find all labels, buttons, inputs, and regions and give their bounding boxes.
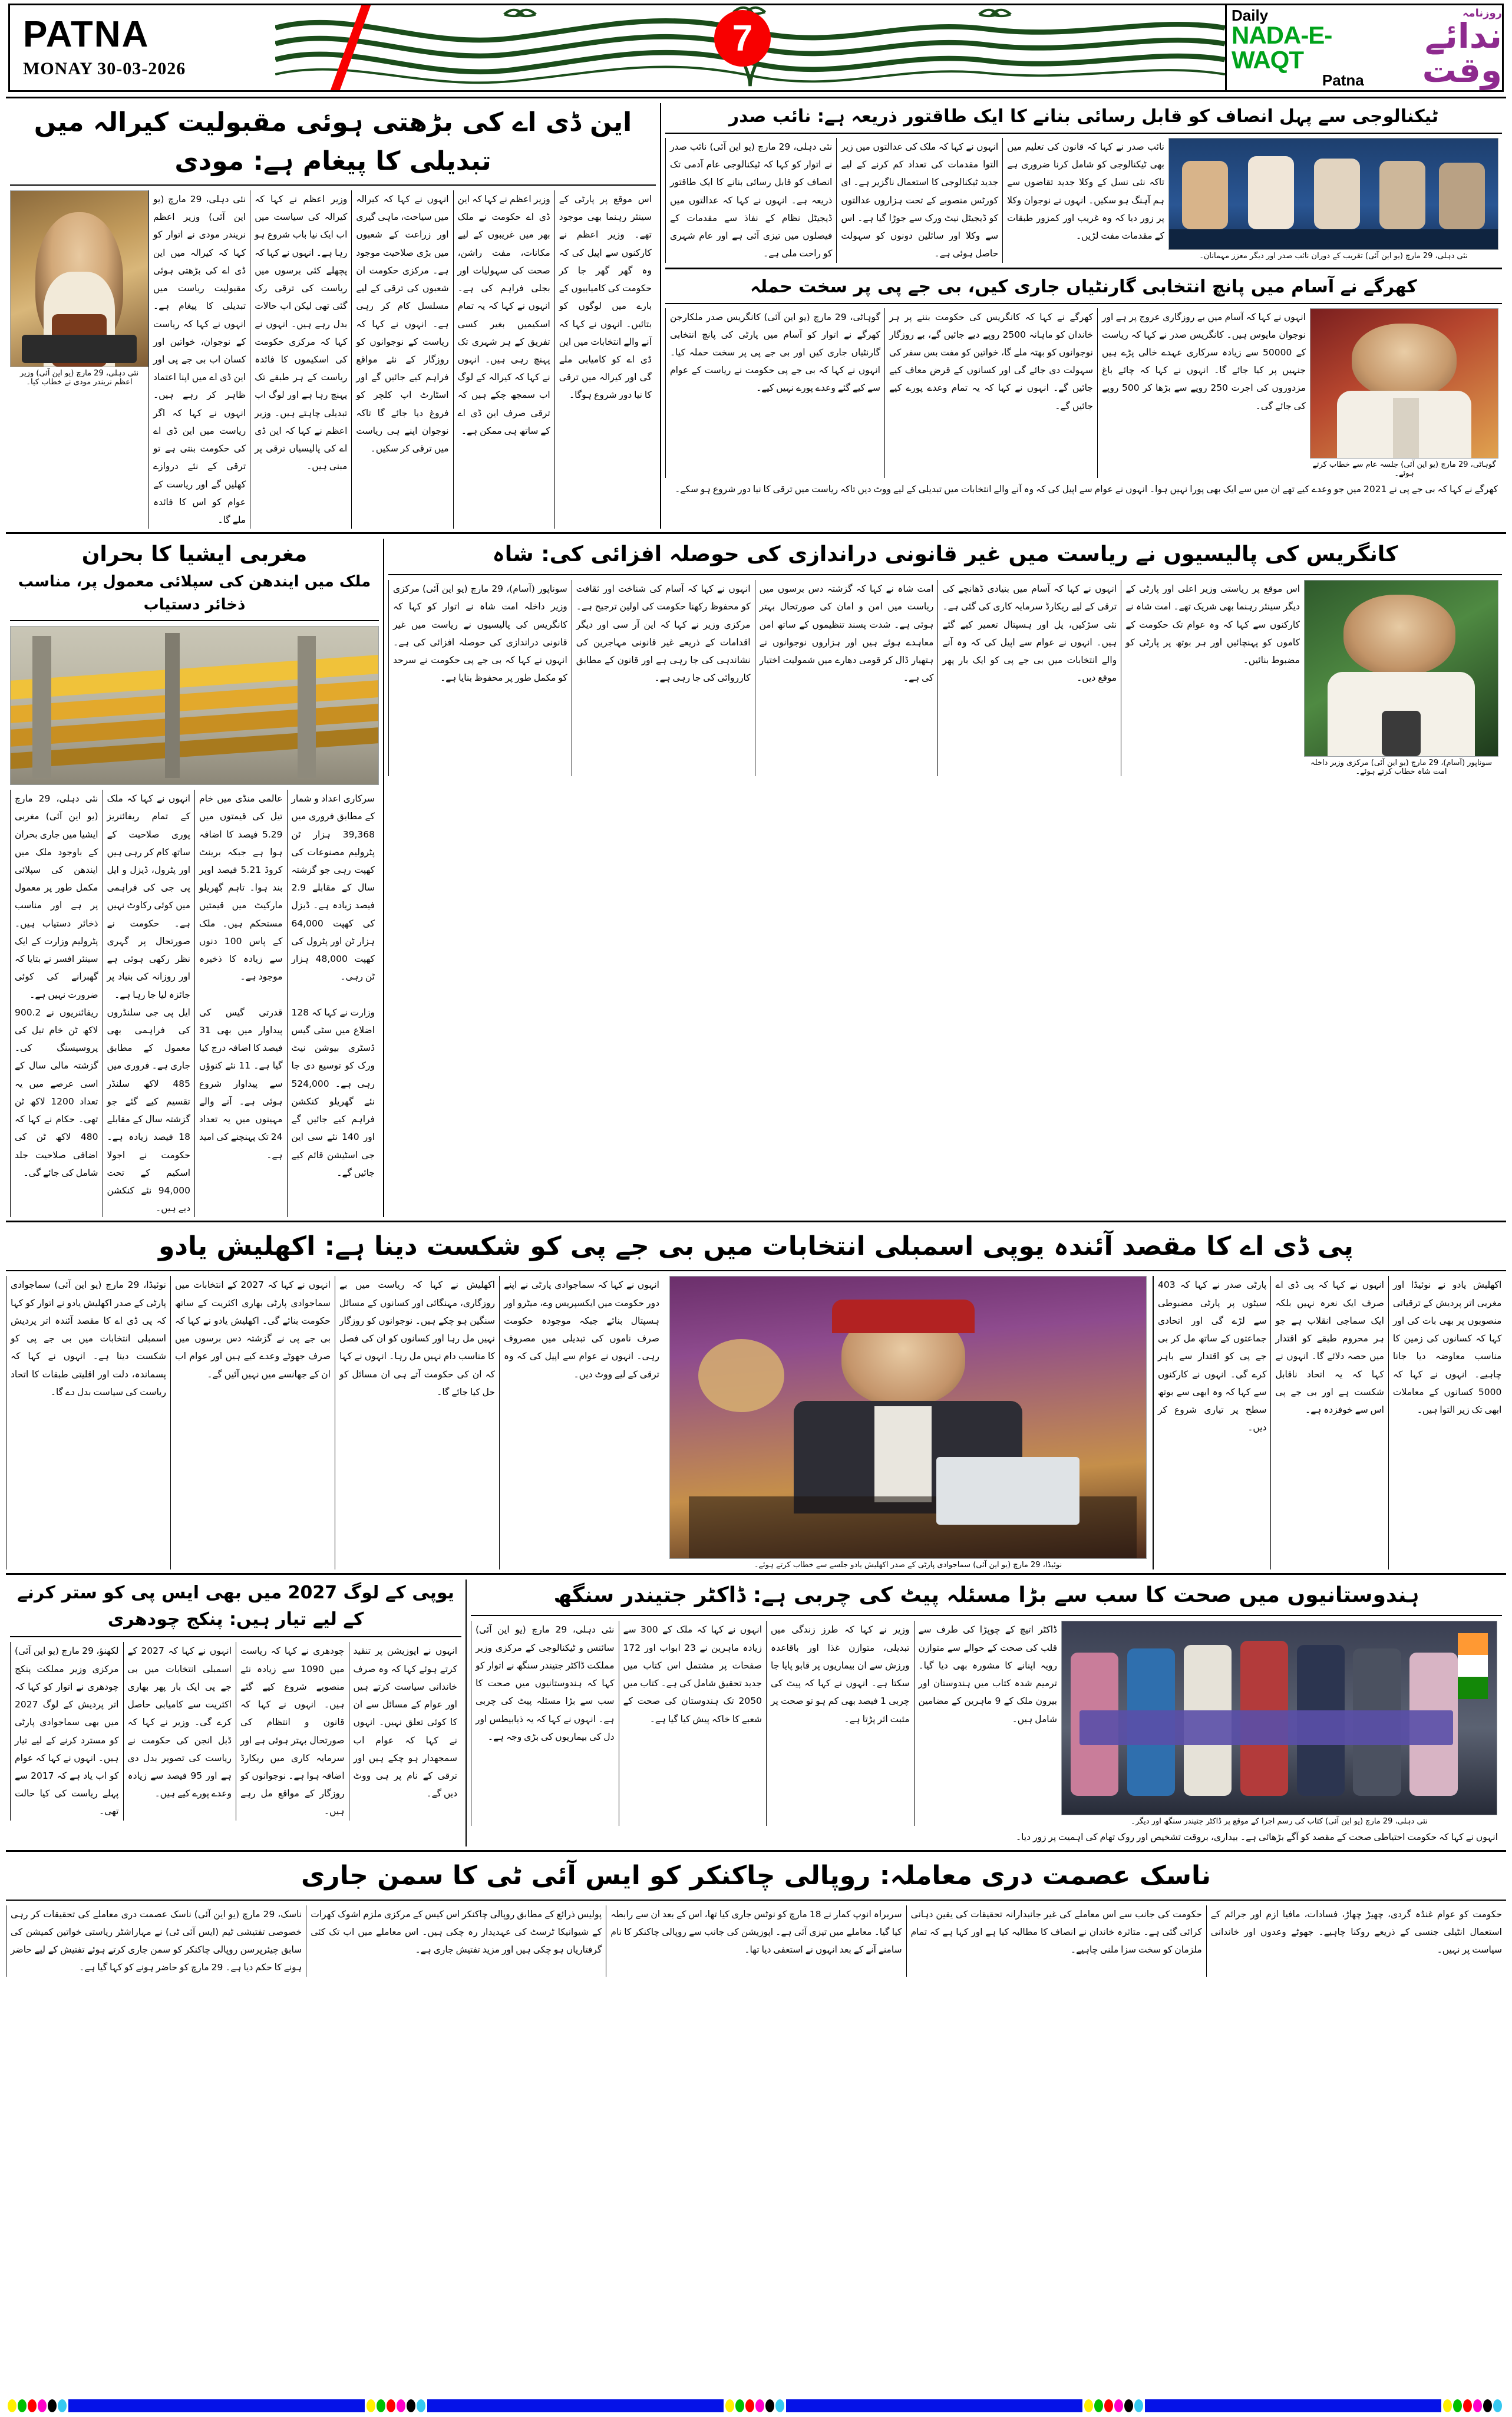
akhilesh-col-r2: انہوں نے کہا کہ پی ڈی اے صرف ایک نعرہ نہیں بلکہ ایک سماجی انقلاب ہے جو ہر محروم طبقے کو اقتدار میں حصہ دلائے گا۔ انہوں نے کہا کہ یہ اتحاد ناقابل شکست ہے اور بی جے پی اس سے خوفزدہ ہے۔ bbox=[1270, 1276, 1388, 1569]
reg-dot-cyan bbox=[1493, 2399, 1502, 2412]
shah-col-2: انہوں نے کہا کہ آسام کی شناخت اور ثقافت کو محفوظ رکھنا حکومت کی اولین ترجیح ہے۔ مرکزی وزیر نے کہا کہ این آر سی اور دیگر اقدامات کے ذریعے غیر قانونی مہاجرین کی نشاندہی کی جا رہی ہے اور قانون کے مطابق کارروائی کی جا رہی ہے۔ bbox=[572, 580, 755, 776]
section-middle bbox=[6, 532, 1506, 1217]
reg-dot-green bbox=[1453, 2399, 1462, 2412]
akhilesh-col-l2: انہوں نے کہا کہ 2027 کے انتخابات میں سماجوادی پارٹی بھاری اکثریت کے ساتھ حکومت بنائے گی۔ اکھلیش یادو نے کہا کہ بی جے پی نے گزشتہ دس برسوں میں صرف جھوٹے وعدے کیے ہیں اور عوام اب ان کے جھانسے میں نہیں آئیں گے۔ bbox=[170, 1276, 335, 1569]
shah-photo bbox=[1304, 580, 1498, 757]
modi-col-2: وزیر اعظم نے کہا کہ کیرالہ کی سیاست میں اب ایک نیا باب شروع ہو رہا ہے۔ انہوں نے کہا کہ پچھلے کئی برسوں میں ریاست کی ترقی رک گئی تھی لیکن اب حالات بدل رہے ہیں۔ انہوں نے کہا کہ مرکزی حکومت کی اسکیموں کا فائدہ ریاست کے ہر طبقے تک پہنچ رہا ہے اور لوگ اب تبدیلی چاہتے ہیں۔ وزیر اعظم نے کہا کہ این ڈی اے کی پالیسیاں ترقی پر مبنی ہیں۔ bbox=[250, 190, 351, 529]
section-lower bbox=[6, 1573, 1506, 1846]
shah-photo-block bbox=[1304, 580, 1498, 776]
page-number-badge: 7 bbox=[714, 10, 771, 67]
article-akhilesh bbox=[6, 1221, 1506, 1569]
modi-headline: این ڈی اے کی بڑھتی ہوئی مقبولیت کیرالہ میں تبدیلی کا پیغام ہے: مودی bbox=[10, 103, 656, 186]
article-vice-president bbox=[665, 103, 1502, 263]
health-col-2: انہوں نے کہا کہ ملک کے 300 سے زیادہ ماہرین نے 23 ابواب اور 172 صفحات پر مشتمل اس کتاب میں جدید تحقیق شامل کی ہے۔ کتاب میں 2050 تک ہندوستان کی صحت کے شعبے کا خاکہ پیش کیا گیا ہے۔ bbox=[619, 1621, 767, 1826]
logo-paper-name: NADA-E-WAQT bbox=[1232, 21, 1332, 74]
reg-dot-cyan bbox=[1134, 2399, 1143, 2412]
article-nashik bbox=[6, 1850, 1506, 1977]
reg-dot-yellow bbox=[1084, 2399, 1093, 2412]
akhilesh-photo bbox=[669, 1276, 1147, 1559]
vp-photo-block bbox=[1168, 138, 1498, 263]
nashik-col-2: پولیس ذرائع کے مطابق روپالی چاکنکر اس کیس کے مرکزی ملزم اشوک کھرات کے شیوانیکا ٹرسٹ کی عہدیدار رہ چکی ہیں۔ اس معاملے میں اب تک کئی گرفتاریاں ہو چکی ہیں اور مزید تفتیش جاری ہے۔ bbox=[306, 1905, 606, 1977]
assam-photo-block bbox=[1310, 308, 1498, 478]
reg-dot-magenta bbox=[397, 2399, 405, 2412]
shah-photo-caption: سوناپور (آسام)، 29 مارچ (یو این آئی) مرکزی وزیر داخلہ امت شاہ خطاب کرتے ہوئے۔ bbox=[1310, 759, 1493, 777]
nashik-col-5: حکومت کو عوام غنڈہ گردی، چھیڑ چھاڑ، فسادات، مافیا ازم اور جرائم کے استعمال انٹیلی جنسی کے ذریعے روکنا چاہیے۔ جھوٹے وعدوں اور خاندانی سیاست پر نہیں۔ bbox=[1206, 1905, 1506, 1977]
assam-photo bbox=[1310, 308, 1498, 459]
reg-dot-red bbox=[387, 2399, 395, 2412]
health-col-3: وزیر نے کہا کہ طرز زندگی میں تبدیلی، متوازن غذا اور باقاعدہ ورزش سے ان بیماریوں پر قابو پایا جا سکتا ہے۔ انہوں نے کہا کہ پیٹ کی چربی 1 فیصد بھی کم ہو تو صحت پر مثبت اثر پڑتا ہے۔ bbox=[766, 1621, 914, 1826]
masthead-logo-english bbox=[1232, 8, 1364, 88]
footer-blue-bar bbox=[427, 2399, 724, 2412]
assam-photo-caption: گوہاٹی، 29 مارچ (یو این آئی) جلسہ عام سے خطاب کرتے ہوئے۔ bbox=[1312, 460, 1496, 478]
akhilesh-right-columns bbox=[1153, 1276, 1506, 1569]
assam-headline: کھرگے نے آسام میں پانچ انتخابی گارنٹیاں جاری کیں، بی جے پی پر سخت حملہ bbox=[665, 273, 1502, 304]
article-assam-bjp bbox=[665, 268, 1502, 498]
vp-col-2: انہوں نے کہا کہ ملک کی عدالتوں میں زیر التوا مقدمات کی تعداد کم کرنے کے لیے جدید ٹیکنالوجی کا استعمال ناگزیر ہے۔ ای کورٹس منصوبے کے تحت ہزاروں عدالتوں کو ڈیجیٹل نیٹ ورک سے جوڑا گیا ہے۔ اس سے وکلا اور سائلین دونوں کو سہولت حاصل ہوئی ہے۔ bbox=[836, 138, 1002, 263]
logo-urdu-name bbox=[1372, 7, 1502, 90]
vp-photo bbox=[1168, 138, 1498, 250]
masthead-logo bbox=[1225, 5, 1502, 90]
akhilesh-col-r1: پارٹی صدر نے کہا کہ 403 سیٹوں پر پارٹی مضبوطی سے لڑے گی اور اتحادی جماعتوں کے ساتھ مل کر بی جے پی کو اقتدار سے باہر کرے گی۔ انہوں نے کارکنوں سے کہا کہ وہ ابھی سے بوتھ سطح پر تیاری شروع کر دیں۔ bbox=[1153, 1276, 1270, 1569]
reg-dot-red bbox=[745, 2399, 754, 2412]
article-modi bbox=[6, 103, 660, 529]
health-col-5: انہوں نے کہا کہ حکومت احتیاطی صحت کے مقصد کو آگے بڑھائی ہے۔ بیداری، بروقت تشخیص اور روک تھام کی اہمیت پر زور دیا۔ bbox=[1016, 1832, 1498, 1843]
nashik-headline: ناسک عصمت دری معاملہ: روپالی چاکنکر کو ایس آئی ٹی کا سمن جاری bbox=[6, 1857, 1506, 1901]
energy-col-8: وزارت نے کہا کہ 128 اضلاع میں سٹی گیس ڈسٹری بیوشن نیٹ ورک کو توسیع دی جا رہی ہے۔ 524,000 نئے گھریلو کنکشن فراہم کیے جائیں گے اور 140 نئے سی این جی اسٹیشن قائم کیے جائیں گے۔ bbox=[287, 1004, 379, 1218]
shah-col-4: انہوں نے کہا کہ آسام میں بنیادی ڈھانچے کی ترقی کے لیے ریکارڈ سرمایہ کاری کی گئی ہے۔ نئی سڑکیں، پل اور ہسپتال تعمیر کیے گئے ہیں۔ انہوں نے عوام سے اپیل کی کہ وہ آنے والے انتخابات میں بی جے پی کو ایک بار پھر موقع دیں۔ bbox=[937, 580, 1121, 776]
article-health bbox=[466, 1580, 1506, 1846]
reg-dot-magenta bbox=[1473, 2399, 1482, 2412]
modi-photo-caption: نئی دہلی، 29 مارچ (یو این آئی) وزیر اعظم نریندر مودی نے خطاب کیا۔ bbox=[19, 369, 139, 387]
reg-dot-green bbox=[735, 2399, 744, 2412]
footer-blue-bar bbox=[68, 2399, 365, 2412]
article-energy bbox=[6, 539, 383, 1217]
reg-dot-red bbox=[1463, 2399, 1472, 2412]
footer-blue-bar bbox=[786, 2399, 1082, 2412]
reg-dot-magenta bbox=[38, 2399, 47, 2412]
footer-color-dots bbox=[1441, 2399, 1504, 2412]
masthead-city: PATNA bbox=[23, 14, 150, 55]
masthead-city-block bbox=[10, 5, 275, 90]
reg-dot-red bbox=[28, 2399, 37, 2412]
section-top bbox=[6, 97, 1506, 529]
newspaper-page bbox=[0, 4, 1512, 2417]
chaudhary-col-2: انہوں نے کہا کہ 2027 کے اسمبلی انتخابات میں بی جے پی ایک بار پھر بھاری اکثریت سے کامیابی حاصل کرے گی۔ وزیر نے کہا کہ ڈبل انجن کی حکومت نے ریاست کی تصویر بدل دی ہے اور 95 فیصد سے زیادہ وعدے پورے کیے ہیں۔ bbox=[123, 1642, 236, 1820]
reg-dot-cyan bbox=[775, 2399, 784, 2412]
reg-dot-yellow bbox=[8, 2399, 16, 2412]
modi-col-3: انہوں نے کہا کہ کیرالہ میں سیاحت، ماہی گیری اور زراعت کے شعبوں میں بڑی صلاحیت موجود ہے۔ مرکزی حکومت ان شعبوں کی ترقی کے لیے مسلسل کام کر رہی ہے۔ انہوں نے کہا کہ ریاست کے نوجوانوں کو روزگار کے نئے مواقع فراہم کیے جائیں گے اور اسٹارٹ اپ کلچر کو فروغ دیا جائے گا تاکہ نوجوان اپنے ہی ریاست میں ترقی کر سکیں۔ bbox=[351, 190, 453, 529]
nashik-col-3: سربراہ انوپ کمار نے 18 مارچ کو نوٹس جاری کیا تھا، اس کے بعد ان سے رابطہ کیا گیا۔ معاملے میں تیزی آئی ہے۔ اپوزیشن کی جانب سے روپالی چاکنکر کا نام سامنے آنے کے بعد انہوں نے استعفی دیا تھا۔ bbox=[606, 1905, 906, 1977]
assam-col-1: گوہاٹی، 29 مارچ (یو این آئی) کانگریس صدر ملکارجن کھرگے نے اتوار کو آسام میں پارٹی کی پانچ انتخابی گارنٹیاں جاری کیں اور بی جے پی پر سخت حملہ کیا۔ انہوں نے کہا کہ بی جے پی حکومت نے ریاست کے عوام سے کیے گئے وعدے پورے نہیں کیے۔ bbox=[665, 308, 884, 478]
article-shah bbox=[383, 539, 1506, 1217]
shah-col-1: سوناپور (آسام)، 29 مارچ (یو این آئی) مرکزی وزیر داخلہ امت شاہ نے اتوار کو کہا کہ کانگریس کی پالیسیوں نے ریاست میں غیر قانونی دراندازی کی حوصلہ افزائی کی ہے۔ انہوں نے کہا کہ بی جے پی حکومت نے سرحد کو مکمل طور پر محفوظ بنایا ہے۔ bbox=[388, 580, 572, 776]
energy-col-5: ریفائنریوں نے 900.2 لاکھ ٹن خام تیل کی پروسیسنگ کی۔ گزشتہ مالی سال کے اسی عرصے میں یہ تعداد 1200 لاکھ ٹن تھی۔ حکام نے کہا کہ 480 لاکھ ٹن کی اضافی صلاحیت جلد شامل کی جائے گی۔ bbox=[10, 1004, 103, 1218]
reg-dot-magenta bbox=[1114, 2399, 1123, 2412]
chaudhary-col-4: انہوں نے اپوزیشن پر تنقید کرتے ہوئے کہا کہ وہ صرف خاندانی سیاست کرتے ہیں اور عوام کے مسائل سے ان کا کوئی تعلق نہیں۔ انہوں نے کہا کہ عوام اب سمجھدار ہو چکے ہیں اور ترقی کے نام پر ہی ووٹ دیں گے۔ bbox=[349, 1642, 462, 1820]
reg-dot-green bbox=[18, 2399, 27, 2412]
energy-col-2: انہوں نے کہا کہ ملک کے تمام ریفائنریز پوری صلاحیت کے ساتھ کام کر رہی ہیں اور پٹرول، ڈیزل و ایل پی جی کی فراہمی میں کوئی رکاوٹ نہیں ہے۔ حکومت نے صورتحال پر گہری نظر رکھی ہوئی ہے اور روزانہ کی بنیاد پر جائزہ لیا جا رہا ہے۔ bbox=[103, 790, 195, 1004]
akhilesh-col-l1: نوئیڈا، 29 مارچ (یو این آئی) سماجوادی پارٹی کے صدر اکھلیش یادو نے اتوار کو کہا کہ پی ڈی اے کا مقصد آئندہ اتر پردیش اسمبلی انتخابات میں بی جے پی کو شکست دینا ہے۔ انہوں نے کہا کہ پسماندہ، دلت اور اقلیتی طبقات کا اتحاد ریاست کی سیاست بدل دے گا۔ bbox=[6, 1276, 170, 1569]
nashik-col-1: ناسک، 29 مارچ (یو این آئی) ناسک عصمت دری معاملے کی تحقیقات کر رہی خصوصی تفتیشی ٹیم (ایس آئی ٹی) نے مہاراشٹر ریاستی خواتین کمیشن کی سابق چیئرپرسن روپالی چاکنکر کو سمن جاری کرتے ہوئے تفتیش کے لیے حاضر ہونے کا حکم دیا ہے۔ 29 مارچ کو حاضر ہونے کو کہا گیا ہے۔ bbox=[6, 1905, 306, 1977]
energy-photo bbox=[10, 626, 379, 785]
footer-segment bbox=[1441, 2399, 1506, 2412]
footer-color-dots bbox=[1082, 2399, 1145, 2412]
masthead-date: MONAY 30-03-2026 bbox=[23, 59, 186, 78]
footer-segment bbox=[724, 2399, 1082, 2412]
modi-col-5: اس موقع پر پارٹی کے سینئر رہنما بھی موجود تھے۔ وزیر اعظم نے کارکنوں سے اپیل کی کہ وہ گھر گھر جا کر حکومت کی کامیابیوں کے بارے میں لوگوں کو بتائیں۔ انہوں نے کہا کہ آنے والے انتخابات میں این ڈی اے کو کامیابی ملے گی اور کیرالہ میں ترقی کا نیا دور شروع ہوگا۔ bbox=[554, 190, 656, 529]
reg-dot-black bbox=[765, 2399, 774, 2412]
shah-col-3: امت شاہ نے کہا کہ گزشتہ دس برسوں میں ریاست میں امن و امان کی صورتحال بہتر ہوئی ہے۔ شدت پسند تنظیموں کے ساتھ امن معاہدے ہوئے ہیں اور ہزاروں نوجوانوں نے ہتھیار ڈال کر قومی دھارے میں شمولیت اختیار کی ہے۔ bbox=[755, 580, 938, 776]
reg-dot-yellow bbox=[1443, 2399, 1452, 2412]
akhilesh-col-l4: انہوں نے کہا کہ سماجوادی پارٹی نے اپنے دور حکومت میں ایکسپریس وے، میٹرو اور ہسپتال بنائے جبکہ موجودہ حکومت صرف ناموں کی تبدیلی میں مصروف رہی۔ انہوں نے عوام سے اپیل کی کہ وہ ترقی کے لیے ووٹ دیں۔ bbox=[499, 1276, 663, 1569]
energy-col-6: ایل پی جی سلنڈروں کی فراہمی بھی معمول کے مطابق جاری ہے۔ فروری میں 485 لاکھ سلنڈر تقسیم کیے گئے جو گزشتہ سال کے مقابلے 18 فیصد زیادہ ہے۔ حکومت نے اجولا اسکیم کے تحت 94,000 نئے کنکشن دیے ہیں۔ bbox=[103, 1004, 195, 1218]
reg-dot-green bbox=[377, 2399, 385, 2412]
akhilesh-headline: پی ڈی اے کا مقصد آئندہ یوپی اسمبلی انتخابات میں بی جے پی کو شکست دینا ہے: اکھلیش یادو bbox=[6, 1227, 1506, 1271]
footer-color-dots bbox=[365, 2399, 427, 2412]
masthead bbox=[8, 4, 1504, 92]
chaudhary-col-1: لکھنؤ، 29 مارچ (یو این آئی) مرکزی وزیر مملکت پنکج چودھری نے اتوار کو کہا کہ اتر پردیش کے لوگ 2027 میں بھی سماجوادی پارٹی کو مسترد کرنے کے لیے تیار ہیں۔ انہوں نے کہا کہ عوام کو اب یاد ہے کہ 2017 سے پہلے ریاست کی کیا حالت تھی۔ bbox=[10, 1642, 123, 1820]
health-headline: ہندوستانیوں میں صحت کا سب سے بڑا مسئلہ پیٹ کی چربی ہے: ڈاکٹر جتیندر سنگھ bbox=[471, 1580, 1502, 1616]
footer-segment bbox=[365, 2399, 724, 2412]
assam-col-3: انہوں نے کہا کہ آسام میں بے روزگاری عروج پر ہے اور نوجوان مایوس ہیں۔ کانگریس صدر نے کہا کہ ریاست کے 50000 سے زیادہ سرکاری عہدے خالی پڑے ہیں جنہیں پر کیا جائے گا۔ انہوں نے کہا کہ چائے باغ مزدوروں کی اجرت 250 روپے سے بڑھا کر 500 روپے کی جائے گی۔ bbox=[1097, 308, 1310, 478]
shah-col-5: اس موقع پر ریاستی وزیر اعلی اور پارٹی کے دیگر سینئر رہنما بھی شریک تھے۔ امت شاہ نے کارکنوں سے کہا کہ وہ عوام تک حکومت کے کاموں کو پہنچائیں اور ہر بوتھ پر پارٹی کو مضبوط بنائیں۔ bbox=[1121, 580, 1304, 776]
reg-dot-cyan bbox=[417, 2399, 425, 2412]
modi-photo bbox=[10, 190, 148, 367]
modi-photo-block bbox=[10, 190, 148, 529]
energy-col-3: عالمی منڈی میں خام تیل کی قیمتوں میں 5.29 فیصد کا اضافہ ہوا ہے جبکہ برینٹ کروڈ 5.21 فیصد اوپر بند ہوا۔ تاہم گھریلو مارکیٹ میں قیمتیں مستحکم ہیں۔ ملک کے پاس 100 دنوں سے زیادہ کا ذخیرہ موجود ہے۔ bbox=[194, 790, 287, 1004]
health-photo bbox=[1061, 1621, 1497, 1815]
column-right-top bbox=[660, 103, 1506, 529]
health-photo-caption: نئی دہلی، 29 مارچ (یو این آئی) کتاب کی رسم اجرا کے موقع پر ڈاکٹر جتیندر سنگھ اور دیگر۔ bbox=[1131, 1817, 1428, 1826]
vp-photo-caption: نئی دہلی، 29 مارچ (یو این آئی) تقریب کے دوران نائب صدر اور دیگر معزز مہمانان۔ bbox=[1199, 252, 1468, 261]
logo-place: Patna bbox=[1322, 71, 1364, 89]
footer-color-dots bbox=[724, 2399, 786, 2412]
nashik-col-4: حکومت کی جانب سے اس معاملے کی غیر جانبدارانہ تحقیقات کی یقین دہانی کرائی گئی ہے۔ متاثرہ خاندان نے انصاف کا مطالبہ کیا ہے اور کہا ہے کہ تمام ملزمان کو سخت سزا ملنی چاہیے۔ bbox=[906, 1905, 1206, 1977]
assam-col-4: کھرگے نے کہا کہ بی جے پی نے 2021 میں جو وعدے کیے تھے ان میں سے ایک بھی پورا نہیں ہوا۔ انہوں نے عوام سے اپیل کی کہ وہ آنے والے انتخابات میں تبدیلی کے لیے ووٹ دیں تاکہ ریاست میں ترقی کا نیا دور شروع ہو سکے۔ bbox=[675, 483, 1498, 494]
article-chaudhary bbox=[6, 1580, 466, 1846]
chaudhary-col-3: چودھری نے کہا کہ ریاست میں 1090 سے زیادہ نئے منصوبے شروع کیے گئے ہیں۔ انہوں نے کہا کہ قانون و انتظام کی صورتحال بہتر ہوئی ہے اور سرمایہ کاری میں ریکارڈ اضافہ ہوا ہے۔ نوجوانوں کو روزگار کے مواقع مل رہے ہیں۔ bbox=[236, 1642, 349, 1820]
footer-segment bbox=[6, 2399, 365, 2412]
vp-headline: ٹیکنالوجی سے پہل انصاف کو قابل رسائی بنانے کا ایک طاقتور ذریعہ ہے: نائب صدر bbox=[665, 103, 1502, 134]
reg-dot-black bbox=[1483, 2399, 1492, 2412]
footer-color-dots bbox=[6, 2399, 68, 2412]
logo-daily-label: Daily bbox=[1232, 6, 1269, 24]
reg-dot-red bbox=[1104, 2399, 1113, 2412]
energy-headline: مغربی ایشیا کا بحران bbox=[81, 542, 308, 567]
reg-dot-black bbox=[407, 2399, 415, 2412]
akhilesh-col-r3: اکھلیش یادو نے نوئیڈا اور مغربی اتر پردیش کے ترقیاتی منصوبوں پر بھی بات کی اور کہا کہ کسانوں کی زمین کا مناسب معاوضہ دیا جانا چاہیے۔ انہوں نے کہا کہ 5000 کسانوں کے معاملات ابھی تک زیر التوا ہیں۔ bbox=[1388, 1276, 1506, 1569]
logo-urdu-title: ندائے وقت bbox=[1422, 16, 1502, 90]
reg-dot-black bbox=[1124, 2399, 1133, 2412]
reg-dot-yellow bbox=[367, 2399, 375, 2412]
logo-urdu-sub: روزنامہ bbox=[1462, 7, 1502, 19]
akhilesh-photo-caption: نوئیڈا، 29 مارچ (یو این آئی) سماجوادی پارٹی کے صدر اکھلیش یادو جلسے سے خطاب کرتے ہوئے۔ bbox=[754, 1561, 1062, 1570]
footer-registration-bar bbox=[6, 2398, 1506, 2413]
reg-dot-black bbox=[48, 2399, 57, 2412]
modi-col-4: وزیر اعظم نے کہا کہ این ڈی اے حکومت نے ملک بھر میں غریبوں کے لیے مکانات، مفت راشن، صحت کی سہولیات اور بجلی فراہم کی ہے۔ انہوں نے کہا کہ یہ تمام اسکیمیں بغیر کسی تفریق کے ہر شہری تک پہنچ رہی ہیں۔ انہوں نے کہا کہ کیرالہ کے لوگ اب سمجھ چکے ہیں کہ ترقی صرف این ڈی اے کے ساتھ ہی ممکن ہے۔ bbox=[453, 190, 554, 529]
footer-blue-bar bbox=[1145, 2399, 1441, 2412]
akhilesh-col-l3: اکھلیش نے کہا کہ ریاست میں بے روزگاری، مہنگائی اور کسانوں کے مسائل سنگین ہو چکے ہیں۔ نوجوانوں کو روزگار نہیں مل رہا اور کسانوں کو ان کی فصل کا مناسب دام نہیں مل رہا۔ انہوں نے کہا کہ ان کی حکومت آتے ہی ان مسائل کو حل کیا جائے گا۔ bbox=[335, 1276, 499, 1569]
shah-headline: کانگریس کی پالیسیوں نے ریاست میں غیر قانونی دراندازی کی حوصلہ افزائی کی: شاہ bbox=[388, 539, 1502, 575]
energy-subhead: ملک میں ایندھن کی سپلائی معمول پر، مناسب ذخائر دستیاب bbox=[10, 571, 379, 621]
energy-col-1: نئی دہلی، 29 مارچ (یو این آئی) مغربی ایشیا میں جاری بحران کے باوجود ملک میں ایندھن کی سپلائی مکمل طور پر معمول پر ہے اور مناسب ذخائر دستیاب ہیں۔ پٹرولیم وزارت کے ایک سینئر افسر نے بتایا کہ گھبرانے کی کوئی ضرورت نہیں ہے۔ bbox=[10, 790, 103, 1004]
energy-col-7: قدرتی گیس کی پیداوار میں بھی 31 فیصد کا اضافہ درج کیا گیا ہے۔ 11 نئے کنوؤں سے پیداوار شروع ہوئی ہے۔ آنے والے مہینوں میں یہ تعداد 24 تک پہنچنے کی امید ہے۔ bbox=[194, 1004, 287, 1218]
reg-dot-green bbox=[1094, 2399, 1103, 2412]
akhilesh-left-columns bbox=[6, 1276, 663, 1569]
vp-col-3: نائب صدر نے کہا کہ قانون کی تعلیم میں بھی ٹیکنالوجی کو شامل کرنا ضروری ہے تاکہ نئی نسل کے وکلا جدید تقاضوں سے ہم آہنگ ہو سکیں۔ انہوں نے نوجوان وکلا پر زور دیا کہ وہ غریب اور کمزور طبقات کے مقدمات مفت لڑیں۔ bbox=[1002, 138, 1168, 263]
chaudhary-headline: یوپی کے لوگ 2027 میں بھی ایس پی کو ستر کرنے کے لیے تیار ہیں: پنکج چودھری bbox=[10, 1580, 461, 1637]
modi-col-1: نئی دہلی، 29 مارچ (یو این آئی) وزیر اعظم نریندر مودی نے اتوار کو کہا کہ کیرالہ میں این ڈی اے کی بڑھتی ہوئی مقبولیت ریاست میں تبدیلی کا پیغام ہے۔ انہوں نے کہا کہ ریاست کے نوجوان، خواتین اور کسان اب بی جے پی اور این ڈی اے میں اپنا اعتماد ظاہر کر رہے ہیں۔ انہوں نے کہا کہ اگر ریاست میں این ڈی اے کی حکومت بنتی ہے تو ترقی کے نئے دروازے کھلیں گے اور ریاست کے عوام کو اس کا فائدہ ملے گا۔ bbox=[148, 190, 250, 529]
reg-dot-cyan bbox=[58, 2399, 67, 2412]
vp-col-1: نئی دہلی، 29 مارچ (یو این آئی) نائب صدر نے اتوار کو کہا کہ ٹیکنالوجی عام آدمی تک انصاف کو قابل رسائی بنانے کا ایک طاقتور ذریعہ ہے۔ انہوں نے کہا کہ عدالتوں میں ڈیجیٹل نظام کے نفاذ سے مقدمات کے فیصلوں میں تیزی آئی ہے اور عام شہری کو راحت ملی ہے۔ bbox=[665, 138, 836, 263]
reg-dot-magenta bbox=[755, 2399, 764, 2412]
akhilesh-photo-block bbox=[663, 1276, 1153, 1569]
energy-col-4: سرکاری اعداد و شمار کے مطابق فروری میں 39,368 ہزار ٹن پٹرولیم مصنوعات کی کھپت رہی جو گزشتہ سال کے مقابلے 2.9 فیصد زیادہ ہے۔ ڈیزل کی کھپت 64,000 ہزار ٹن اور پٹرول کی کھپت 48,000 ہزار ٹن رہی۔ bbox=[287, 790, 379, 1004]
health-col-1: نئی دہلی، 29 مارچ (یو این آئی) سائنس و ٹیکنالوجی کے مرکزی وزیر مملکت ڈاکٹر جتیندر سنگھ نے اتوار کو کہا کہ ہندوستانیوں میں صحت کا سب سے بڑا مسئلہ پیٹ کی چربی ہے۔ انہوں نے کہا کہ یہ ذیابیطس اور دل کی بیماریوں کی بڑی وجہ ہے۔ bbox=[471, 1621, 619, 1826]
footer-segment bbox=[1082, 2399, 1441, 2412]
assam-col-2: کھرگے نے کہا کہ کانگریس کی حکومت بننے پر ہر خاندان کو ماہانہ 2500 روپے دیے جائیں گے، بے روزگار نوجوانوں کو بھتہ ملے گا، خواتین کو مفت بس سفر کی سہولت دی جائے گی اور کسانوں کے قرض معاف کیے جائیں گے۔ انہوں نے کہا کہ یہ تمام وعدے پورے کیے جائیں گے۔ bbox=[884, 308, 1097, 478]
health-photo-block bbox=[1061, 1621, 1497, 1826]
health-col-4: ڈاکٹر اتیچ کے چوپڑا کی طرف سے قلب کی صحت کے حوالے سے متوازن رویہ اپنانے کا مشورہ بھی دیا گیا۔ ترمیم شدہ کتاب میں ہندوستان اور بیرون ملک کے 9 ماہرین کے مضامین شامل ہیں۔ bbox=[914, 1621, 1062, 1826]
reg-dot-yellow bbox=[725, 2399, 734, 2412]
